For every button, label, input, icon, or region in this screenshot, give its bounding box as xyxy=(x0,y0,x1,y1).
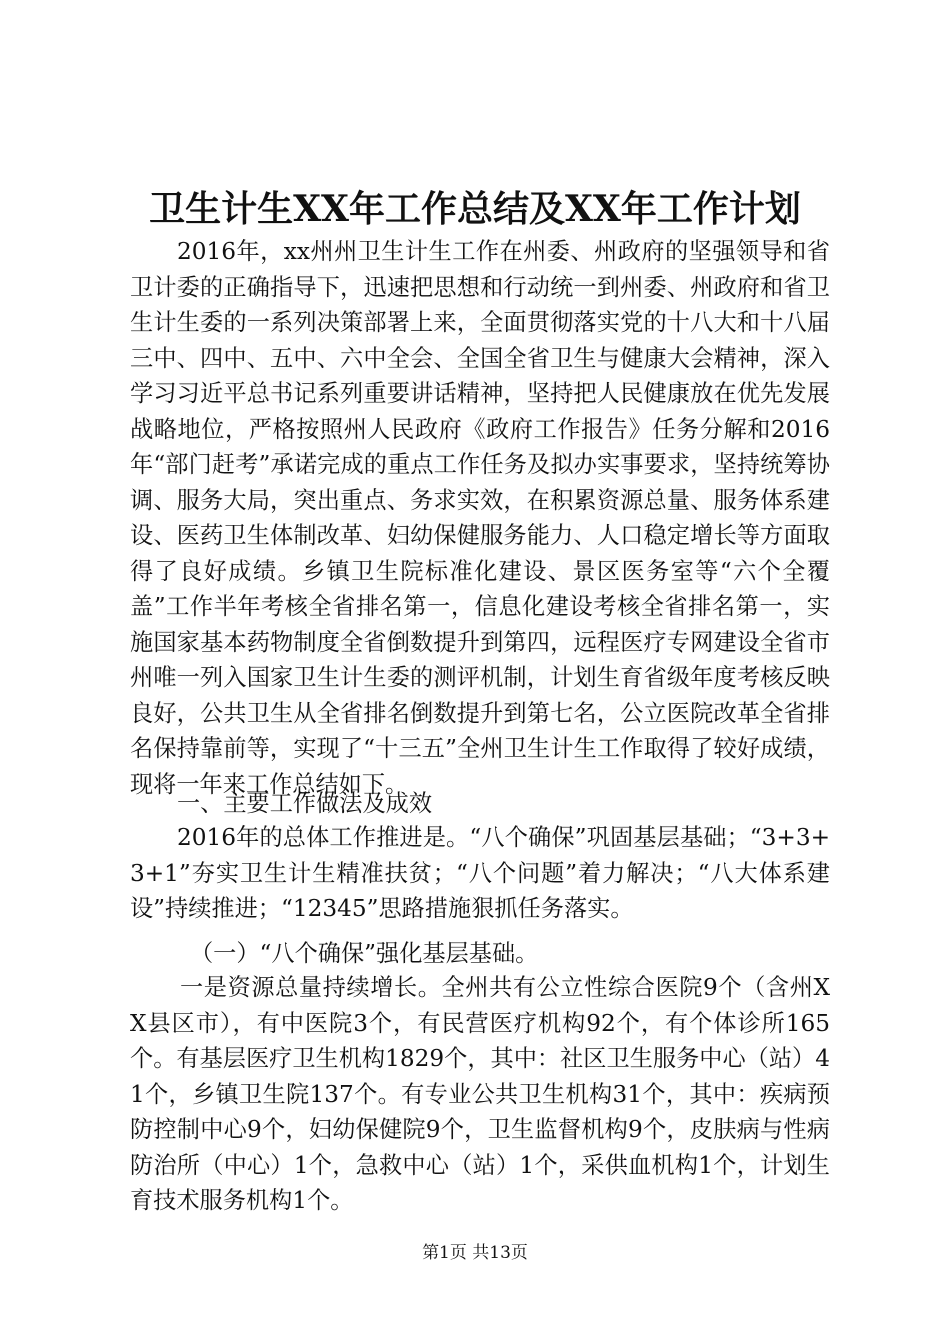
intro-paragraph: 2016年，xx州州卫生计生工作在州委、州政府的坚强领导和省卫计委的正确指导下，迅速把思想和行动统一到州委、州政府和省卫生计生委的一系列决策部署上来，全面贯彻落实党的十八大和十八届三中、四中、五中、六中全会、全国全省卫生与健康大会精神，深入学习习近平总书记系列重要讲话精神，坚持把人民健康放在优先发展战略地位，严格按照州人民政府《政府工作报告》任务分解和2016年“部门赶考”承诺完成的重点工作任务及拟办实事要求，坚持统筹协调、服务大局，突出重点、务求实效，在积累资源总量、服务体系建设、医药卫生体制改革、妇幼保健服务能力、人口稳定增长等方面取得了良好成绩。乡镇卫生院标准化建设、景区医务室等“六个全覆盖”工作半年考核全省排名第一，信息化建设考核全省排名第一，实施国家基本药物制度全省倒数提升到第四，远程医疗专网建设全省市州唯一列入国家卫生计生委的测评机制，计划生育省级年度考核反映良好，公共卫生从全省排名倒数提升到第七名，公立医院改革全省排名保持靠前等，实现了“十三五”全州卫生计生工作取得了较好成绩，现将一年来工作总结如下。 xyxy=(130,238,830,798)
page-indicator: 第1页 共13页 xyxy=(422,1243,528,1263)
summary-paragraph: 2016年的总体工作推进是。“八个确保”巩固基层基础；“3+3+3+1”夯实卫生计生精准扶贫；“八个问题”着力解决；“八大体系建设”持续推进；“12345”思路措施狠抓任务落实。 xyxy=(130,824,830,922)
section-heading: 一、主要工作做法及成效 xyxy=(177,790,433,817)
body-paragraph: 一是资源总量持续增长。全州共有公立性综合医院9个（含州XX县区市），有中医院3个，有民营医疗机构92个，有个体诊所165个。有基层医疗卫生机构1829个，其中：社区卫生服务中心（站）41个，乡镇卫生院137个。有专业公共卫生机构31个，其中：疾病预防控制中心9个，妇幼保健院9个，卫生监督机构9个，皮肤病与性病防治所（中心）1个，急救中心（站）1个，采供血机构1个，计划生育技术服务机构1个。 xyxy=(130,974,830,1214)
document-title: 卫生计生XX年工作总结及XX年工作计划 xyxy=(149,188,801,230)
subsection-heading: （一）“八个确保”强化基层基础。 xyxy=(190,940,539,967)
